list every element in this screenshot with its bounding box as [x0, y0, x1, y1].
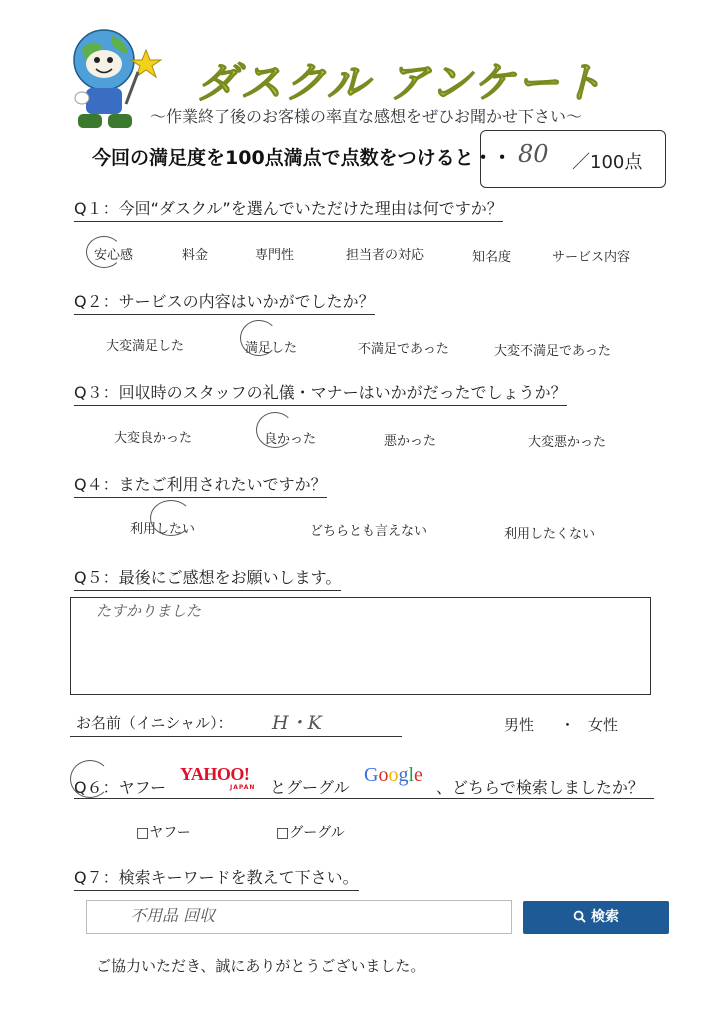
q5-label: Q５：最後にご感想をお願いします。 — [74, 565, 341, 591]
yahoo-logo: YAHOO! — [180, 764, 250, 784]
q6-suffix: 、どちらで検索しましたか？ — [436, 778, 644, 797]
survey-subtitle: 〜作業終了後のお客様の率直な感想をぜひお聞かせ下さい〜 — [150, 107, 583, 126]
q1-label: Q１：今回“ダスクル”を選んでいただけた理由は何ですか？ — [74, 196, 503, 222]
selection-circle — [240, 320, 278, 356]
selection-circle — [86, 236, 122, 268]
q4-option-neutral[interactable]: どちらとも言えない — [310, 524, 428, 539]
mascot-illustration — [68, 22, 163, 137]
gender-female[interactable]: 女性 — [588, 716, 619, 734]
score-question: 今回の満足度を100点満点で点数をつけると・・ — [92, 147, 512, 169]
q3-option-good[interactable]: 良かった — [264, 432, 317, 447]
selection-circle — [150, 500, 192, 536]
search-button-label: 検索 — [591, 909, 619, 925]
q1-option-chimeido[interactable]: 知名度 — [472, 250, 512, 265]
q6-prefix: Q６：ヤフー — [74, 778, 167, 797]
selection-circle — [256, 412, 294, 448]
q6-option-google[interactable]: □グーグル — [276, 825, 345, 841]
google-logo: Google — [364, 764, 423, 786]
q1-option-ryokin[interactable]: 料金 — [182, 248, 209, 263]
survey-title: ダスクル アンケート — [196, 58, 605, 107]
comment-answer: たすかりました — [96, 602, 202, 620]
q2-option-very-unsatisfied[interactable]: 大変不満足であった — [494, 344, 611, 359]
score-value: 80 — [518, 140, 549, 168]
search-keyword-value: 不用品 回収 — [130, 906, 216, 925]
q3-option-very-bad[interactable]: 大変悪かった — [528, 435, 607, 450]
q2-label: Q２：サービスの内容はいかがでしたか？ — [74, 289, 375, 315]
q3-label: Q３：回収時のスタッフの礼儀・マナーはいかがだったでしょうか？ — [74, 380, 567, 406]
q1-option-taiou[interactable]: 担当者の対応 — [346, 248, 425, 263]
score-max: ／100点 — [572, 152, 643, 173]
q7-label: Q７：検索キーワードを教えて下さい。 — [74, 865, 359, 891]
q1-option-service[interactable]: サービス内容 — [552, 250, 631, 265]
name-value: H・K — [272, 712, 322, 734]
thanks-message: ご協力いただき、誠にありがとうございました。 — [96, 957, 426, 975]
search-icon — [573, 910, 586, 923]
q1-option-anshin[interactable]: 安心感 — [94, 248, 134, 263]
yahoo-logo-sub: JAPAN — [230, 784, 256, 791]
q4-option-no[interactable]: 利用したくない — [504, 527, 596, 542]
q4-label: Q４：またご利用されたいですか？ — [74, 472, 327, 498]
q2-option-unsatisfied[interactable]: 不満足であった — [358, 342, 449, 357]
gender-separator: ・ — [560, 716, 576, 734]
name-label: お名前（イニシャル）： — [76, 714, 233, 732]
q6-option-yahoo[interactable]: □ヤフー — [136, 825, 191, 841]
search-button[interactable] — [523, 901, 669, 934]
q2-option-very-satisfied[interactable]: 大変満足した — [106, 339, 185, 354]
q2-option-satisfied[interactable]: 満足した — [245, 341, 298, 356]
name-underline — [70, 736, 402, 737]
gender-male[interactable]: 男性 — [504, 716, 535, 734]
q4-option-yes[interactable]: 利用したい — [130, 522, 196, 537]
q3-option-bad[interactable]: 悪かった — [384, 434, 437, 449]
q3-option-very-good[interactable]: 大変良かった — [114, 431, 193, 446]
q6-mid: とグーグル — [270, 778, 350, 797]
q1-option-senmon[interactable]: 専門性 — [255, 248, 295, 263]
